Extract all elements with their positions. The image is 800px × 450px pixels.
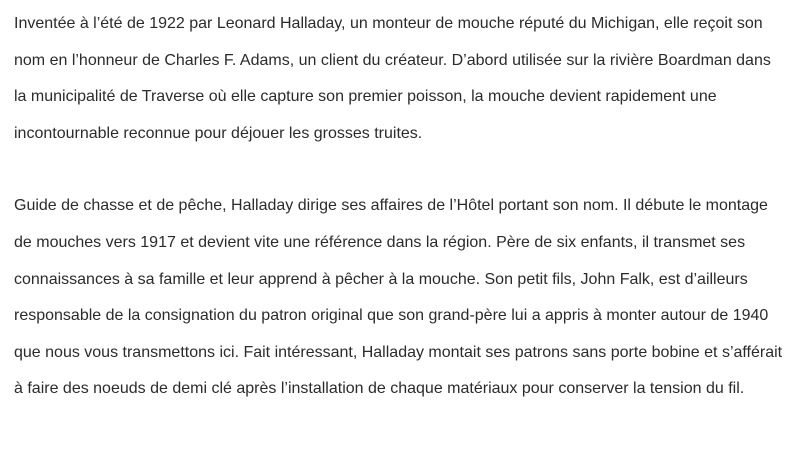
paragraph-history: Inventée à l’été de 1922 par Leonard Halladay, un monteur de mouche réputé du Michigan, elle reçoit son nom en l’honneur de Charles F. Adams, un client du créateur. D’abord utilisée sur la rivière Boardman dans la municipalité de Traverse où elle capture son premier poisson, la mouche devient rapidement une incontournable reconnue pour déjouer les grosses truites.	[14, 15, 771, 142]
paragraph-biography: Guide de chasse et de pêche, Halladay dirige ses affaires de l’Hôtel portant son nom. Il débute le montage de mouches vers 1917 et devient vite une référence dans la région. Père de six enfants, il transmet ses connaissances à sa famille et leur apprend à pêcher à la mouche. Son petit fils, John Falk, est d’ailleurs responsable de la consignation du patron original que son grand-père lui a appris à monter autour de 1940 que nous vous transmettons ici. Fait intéressant, Halladay montait ses patrons sans porte bobine et s’afférait à faire des noeuds de demi clé après l’installation de chaque matériaux pour conserver la tension du fil.	[14, 197, 783, 398]
